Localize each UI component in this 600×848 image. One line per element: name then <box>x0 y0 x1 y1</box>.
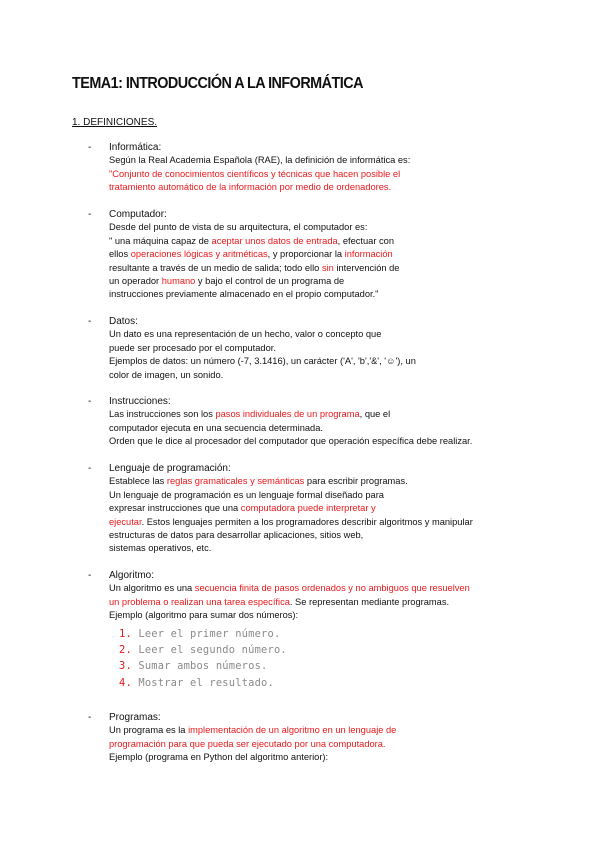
bullet-dash: - <box>88 712 92 723</box>
body-line <box>109 475 473 488</box>
body-line <box>109 154 410 167</box>
body-text: Establece las <box>109 476 167 487</box>
body-text: intervención de <box>333 262 400 273</box>
definition-body <box>109 475 473 555</box>
definition-heading: Programas: <box>109 712 161 723</box>
highlighted-text: computadora puede interpretar y <box>240 503 376 514</box>
body-text: Un lenguaje de programación es un lenguaje formal diseñado para <box>109 489 384 500</box>
step-text: Leer el primer número. <box>131 628 281 640</box>
body-text: estructuras de datos para desarrollar aplicaciones, sitios web, <box>109 530 364 541</box>
body-line <box>109 502 473 515</box>
body-line <box>109 489 473 502</box>
algorithm-step <box>119 675 287 691</box>
body-line <box>109 328 416 341</box>
definition-body <box>109 154 410 194</box>
definition-heading: Lenguaje de programación: <box>109 463 231 474</box>
body-text: Un programa es la <box>109 725 189 736</box>
definition-heading: Instrucciones: <box>109 396 171 407</box>
body-line <box>109 221 399 234</box>
body-line <box>109 235 399 248</box>
body-text: Orden que le dice al procesador del computador que operación específica debe realizar. <box>109 436 473 447</box>
step-number: 3. <box>119 660 132 673</box>
definition-heading: Algoritmo: <box>109 570 155 581</box>
definition-body <box>109 221 399 301</box>
highlighted-text: humano <box>161 276 196 287</box>
body-text: Desde del punto de vista de su arquitectura, el computador es: <box>109 222 368 233</box>
page-title: TEMA1: INTRODUCCIÓN A LA INFORMÁTICA <box>72 75 363 92</box>
highlighted-text: implementación de un algoritmo en un lenguaje de <box>188 725 397 736</box>
body-text: Un algoritmo es una <box>109 583 195 594</box>
body-line <box>109 724 396 737</box>
highlighted-text: tratamiento automático de la información por medio de ordenadores. <box>109 182 392 193</box>
body-text: , y proporcionar la <box>267 249 345 260</box>
body-text: Ejemplos de datos: un número (-7, 3.1416), un carácter ('A', 'b','&', '☺'), un <box>109 356 416 367</box>
body-line <box>109 408 472 421</box>
step-text: Leer el segundo número. <box>131 644 287 657</box>
body-line <box>109 542 473 555</box>
body-text: resultante a través de un medio de salida; todo ello <box>109 262 322 273</box>
step-text: Sumar ambos números. <box>131 660 268 673</box>
body-text: para escribir programas. <box>304 476 408 487</box>
body-line <box>109 751 396 764</box>
body-line <box>109 529 473 542</box>
highlighted-text: reglas gramaticales y semánticas <box>166 476 305 487</box>
body-line <box>109 596 470 609</box>
body-text: , que el <box>359 409 391 420</box>
bullet-dash: - <box>88 570 92 581</box>
step-number: 4. <box>119 676 132 689</box>
body-line <box>109 168 410 181</box>
step-number: 1. <box>119 628 132 640</box>
highlighted-text: aceptar unos datos de entrada <box>211 235 338 246</box>
body-line <box>109 738 396 751</box>
body-text: . Se representan mediante programas. <box>289 596 450 607</box>
body-text: Ejemplo (algoritmo para sumar dos números): <box>109 610 299 621</box>
bullet-dash: - <box>88 316 92 327</box>
body-line <box>109 422 472 435</box>
body-line <box>109 609 470 622</box>
body-line <box>109 275 399 288</box>
step-text: Mostrar el resultado. <box>131 676 274 689</box>
definition-heading: Informática: <box>109 142 162 153</box>
bullet-dash: - <box>88 142 92 153</box>
highlighted-text: operaciones lógicas y aritméticas <box>130 249 268 260</box>
bullet-dash: - <box>88 463 92 474</box>
body-text: un operador <box>109 276 162 287</box>
body-line <box>109 435 472 448</box>
body-text: y bajo el control de un programa de <box>195 276 345 287</box>
section-heading: 1. DEFINICIONES. <box>72 117 158 128</box>
algorithm-step <box>119 642 287 658</box>
highlighted-text: un problema o realizan una tarea específica <box>109 596 290 607</box>
body-text: Según la Real Academia Española (RAE), la definición de informática es: <box>109 155 411 166</box>
bullet-dash: - <box>88 396 92 407</box>
body-line <box>109 248 399 261</box>
body-text: . Estos lenguajes permiten a los programadores describir algoritmos y manipular <box>141 516 473 527</box>
body-line <box>109 262 399 275</box>
body-line <box>109 288 399 301</box>
highlighted-text: sin <box>321 262 334 273</box>
definition-body <box>109 328 416 382</box>
step-number: 2. <box>119 644 132 657</box>
body-line <box>109 369 416 382</box>
highlighted-text: "Conjunto de conocimientos científicos y técnicas que hacen posible el <box>109 168 401 179</box>
body-text: Las instrucciones son los <box>109 409 216 420</box>
definition-heading: Computador: <box>109 209 167 220</box>
algorithm-steps <box>119 626 287 691</box>
algorithm-step <box>119 626 287 642</box>
body-text: sistemas operativos, etc. <box>109 543 212 554</box>
definition-body <box>109 408 472 448</box>
body-text: , efectuar con <box>337 235 395 246</box>
body-text: Ejemplo (programa en Python del algoritmo anterior): <box>109 752 329 763</box>
highlighted-text: información <box>344 249 393 260</box>
body-text: " una máquina capaz de <box>109 235 212 246</box>
highlighted-text: programación para que pueda ser ejecutado por una computadora. <box>109 738 386 749</box>
body-line <box>109 516 473 529</box>
body-text: expresar instrucciones que una <box>109 503 241 514</box>
body-line <box>109 355 416 368</box>
body-line <box>109 582 470 595</box>
body-text: instrucciones previamente almacenado en el propio computador." <box>109 289 379 300</box>
highlighted-text: pasos individuales de un programa <box>215 409 360 420</box>
body-text: puede ser procesado por el computador. <box>109 342 276 353</box>
body-line <box>109 181 410 194</box>
highlighted-text: secuencia finita de pasos ordenados y no ambiguos que resuelven <box>194 583 470 594</box>
body-text: color de imagen, un sonido. <box>109 369 224 380</box>
algorithm-step <box>119 658 287 674</box>
body-text: ellos <box>109 249 131 260</box>
definition-heading: Datos: <box>109 316 138 327</box>
definition-body <box>109 724 396 764</box>
highlighted-text: ejecutar <box>109 516 142 527</box>
definition-body <box>109 582 470 622</box>
body-text: Un dato es una representación de un hecho, valor o concepto que <box>109 329 382 340</box>
body-text: computador ejecuta en una secuencia determinada. <box>109 422 323 433</box>
body-line <box>109 342 416 355</box>
bullet-dash: - <box>88 209 92 220</box>
